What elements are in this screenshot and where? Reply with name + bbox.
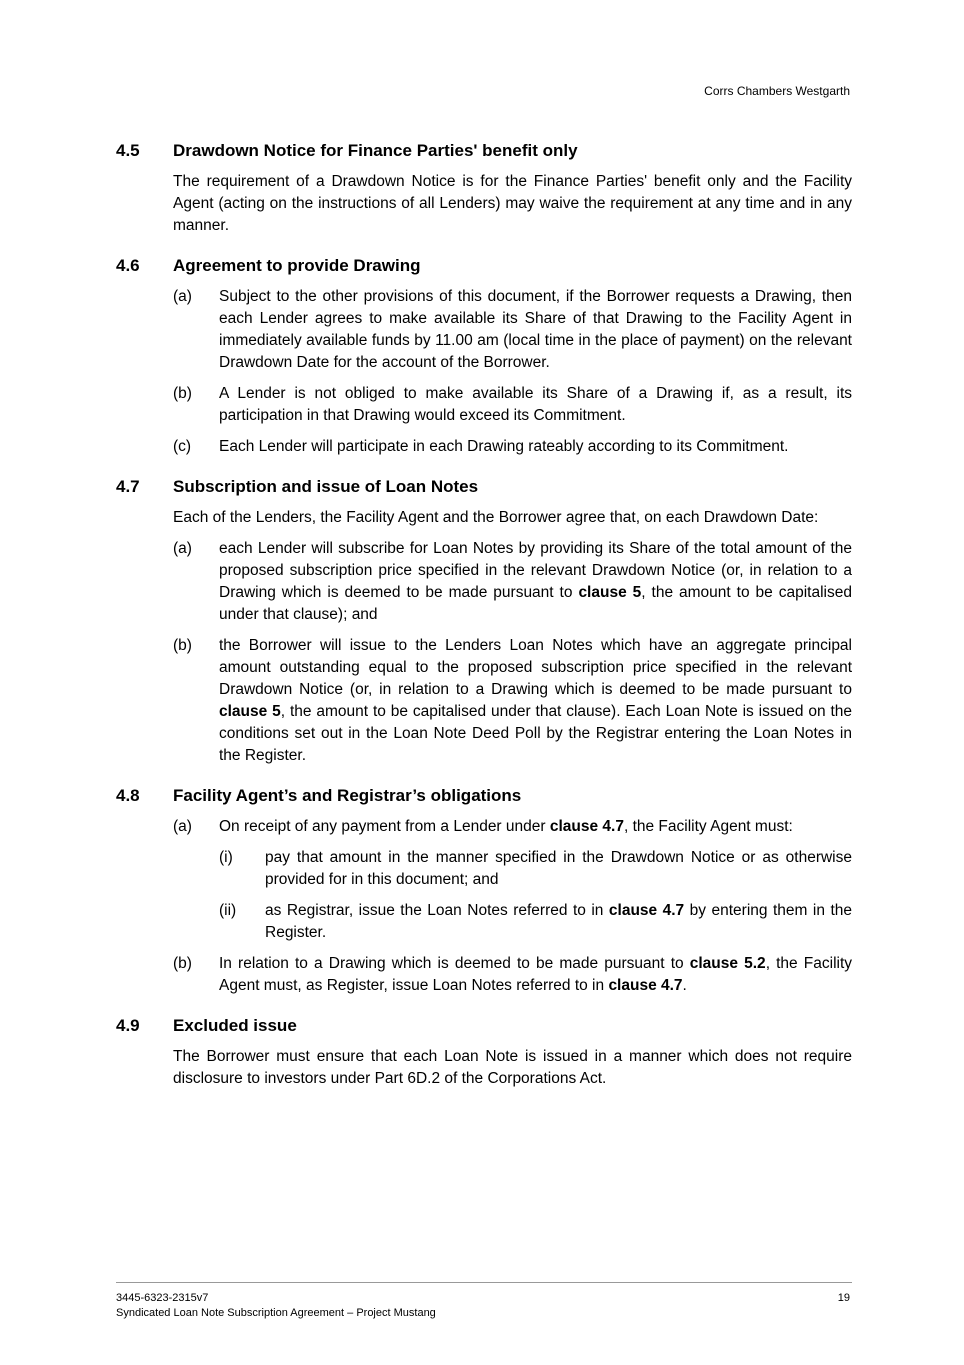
sub-list-item bbox=[219, 900, 852, 944]
sub-item-text: pay that amount in the manner specified in the Drawdown Notice or as otherwise provided for in this document; and bbox=[265, 849, 852, 888]
sub-item-label: (i) bbox=[219, 849, 233, 866]
section-intro: Each of the Lenders, the Facility Agent and the Borrower agree that, on each Drawdown Date: bbox=[173, 509, 819, 526]
clause-reference: clause 4.7 bbox=[608, 977, 683, 994]
footer-document-title: Syndicated Loan Note Subscription Agreement – Project Mustang bbox=[116, 1307, 436, 1319]
section-heading bbox=[116, 785, 852, 807]
item-text: Each Lender will participate in each Drawing rateably according to its Commitment. bbox=[219, 438, 789, 455]
item-text: A Lender is not obliged to make available its Share of a Drawing if, as a result, its participation in that Drawing would exceed its Commitment. bbox=[219, 385, 852, 424]
clause-reference: clause 4.7 bbox=[549, 818, 624, 835]
section-heading bbox=[116, 476, 852, 498]
list-item bbox=[173, 816, 852, 838]
item-text: each Lender will subscribe for Loan Notes by providing its Share of the total amount of the proposed subscription price specified in the relevant Drawdown Notice (or, in relation to a Drawing which is deemed to be made pursuant to clause 5, the amount to be capitalised under that clause); and bbox=[219, 540, 852, 623]
section-number: 4.8 bbox=[116, 786, 140, 805]
item-label: (c) bbox=[173, 438, 192, 455]
section-4-7 bbox=[116, 476, 852, 767]
section-number: 4.6 bbox=[116, 256, 140, 275]
item-text: In relation to a Drawing which is deemed to be made pursuant to clause 5.2, the Facility Agent must, as Register, issue Loan Notes referred to in clause 4.7. bbox=[219, 955, 853, 994]
section-title: Agreement to provide Drawing bbox=[173, 256, 421, 275]
clause-reference: clause 4.7 bbox=[608, 902, 685, 919]
section-title: Drawdown Notice for Finance Parties' benefit only bbox=[173, 141, 578, 160]
item-label: (a) bbox=[173, 818, 192, 835]
list-item bbox=[173, 538, 852, 626]
list-item bbox=[173, 953, 852, 997]
section-title: Subscription and issue of Loan Notes bbox=[173, 477, 479, 496]
section-text: The requirement of a Drawdown Notice is for the Finance Parties' benefit only and the Facility Agent (acting on the instructions of all Lenders) may waive the requirement at any time and in any manner. bbox=[173, 173, 852, 234]
item-text: the Borrower will issue to the Lenders Loan Notes which have an aggregate principal amount outstanding equal to the proposed subscription price specified in the relevant Drawdown Notice (or, in relation to a Drawing which is deemed to be made pursuant to clause 5, the amount to be capitalised under that clause). Each Loan Note is issued on the conditions set out in the Loan Note Deed Poll by the Registrar entering the Loan Notes in the Register. bbox=[219, 637, 852, 764]
section-4-6 bbox=[116, 255, 852, 458]
clause-reference: clause 5 bbox=[578, 584, 642, 601]
sub-list-item bbox=[219, 847, 852, 891]
clause-reference: clause 5.2 bbox=[689, 955, 766, 972]
section-4-5 bbox=[116, 140, 852, 237]
section-heading bbox=[116, 140, 852, 162]
footer-document-id: 3445-6323-2315v7 bbox=[116, 1292, 209, 1304]
section-4-9 bbox=[116, 1015, 852, 1090]
footer-divider bbox=[116, 1282, 852, 1283]
clause-reference: clause 5 bbox=[219, 703, 281, 720]
header-firm-name: Corrs Chambers Westgarth bbox=[704, 84, 850, 98]
item-text: On receipt of any payment from a Lender under clause 4.7, the Facility Agent must: bbox=[219, 818, 793, 835]
list-item bbox=[173, 286, 852, 374]
list-item bbox=[173, 383, 852, 427]
section-heading bbox=[116, 1015, 852, 1037]
item-label: (a) bbox=[173, 540, 192, 557]
document-body bbox=[116, 140, 852, 1108]
section-4-8 bbox=[116, 785, 852, 997]
list-item bbox=[173, 436, 852, 458]
item-label: (b) bbox=[173, 637, 192, 654]
section-text: The Borrower must ensure that each Loan Note is issued in a manner which does not require disclosure to investors under Part 6D.2 of the Corporations Act. bbox=[173, 1048, 852, 1087]
item-label: (b) bbox=[173, 955, 192, 972]
section-title: Facility Agent’s and Registrar’s obligations bbox=[173, 786, 522, 805]
item-label: (a) bbox=[173, 288, 192, 305]
sub-item-text: as Registrar, issue the Loan Notes referred to in clause 4.7 by entering them in the Register. bbox=[265, 902, 852, 941]
item-label: (b) bbox=[173, 385, 192, 402]
section-number: 4.5 bbox=[116, 141, 140, 160]
item-text: Subject to the other provisions of this document, if the Borrower requests a Drawing, then each Lender agrees to make available its Share of that Drawing to the Facility Agent in immediately available funds by 11.00 am (local time in the place of payment) on the relevant Drawdown Date for the account of the Borrower. bbox=[219, 288, 852, 371]
section-number: 4.7 bbox=[116, 477, 140, 496]
section-heading bbox=[116, 255, 852, 277]
section-title: Excluded issue bbox=[173, 1016, 297, 1035]
section-number: 4.9 bbox=[116, 1016, 140, 1035]
sub-item-label: (ii) bbox=[219, 902, 237, 919]
page-number: 19 bbox=[837, 1292, 850, 1304]
list-item bbox=[173, 635, 852, 767]
